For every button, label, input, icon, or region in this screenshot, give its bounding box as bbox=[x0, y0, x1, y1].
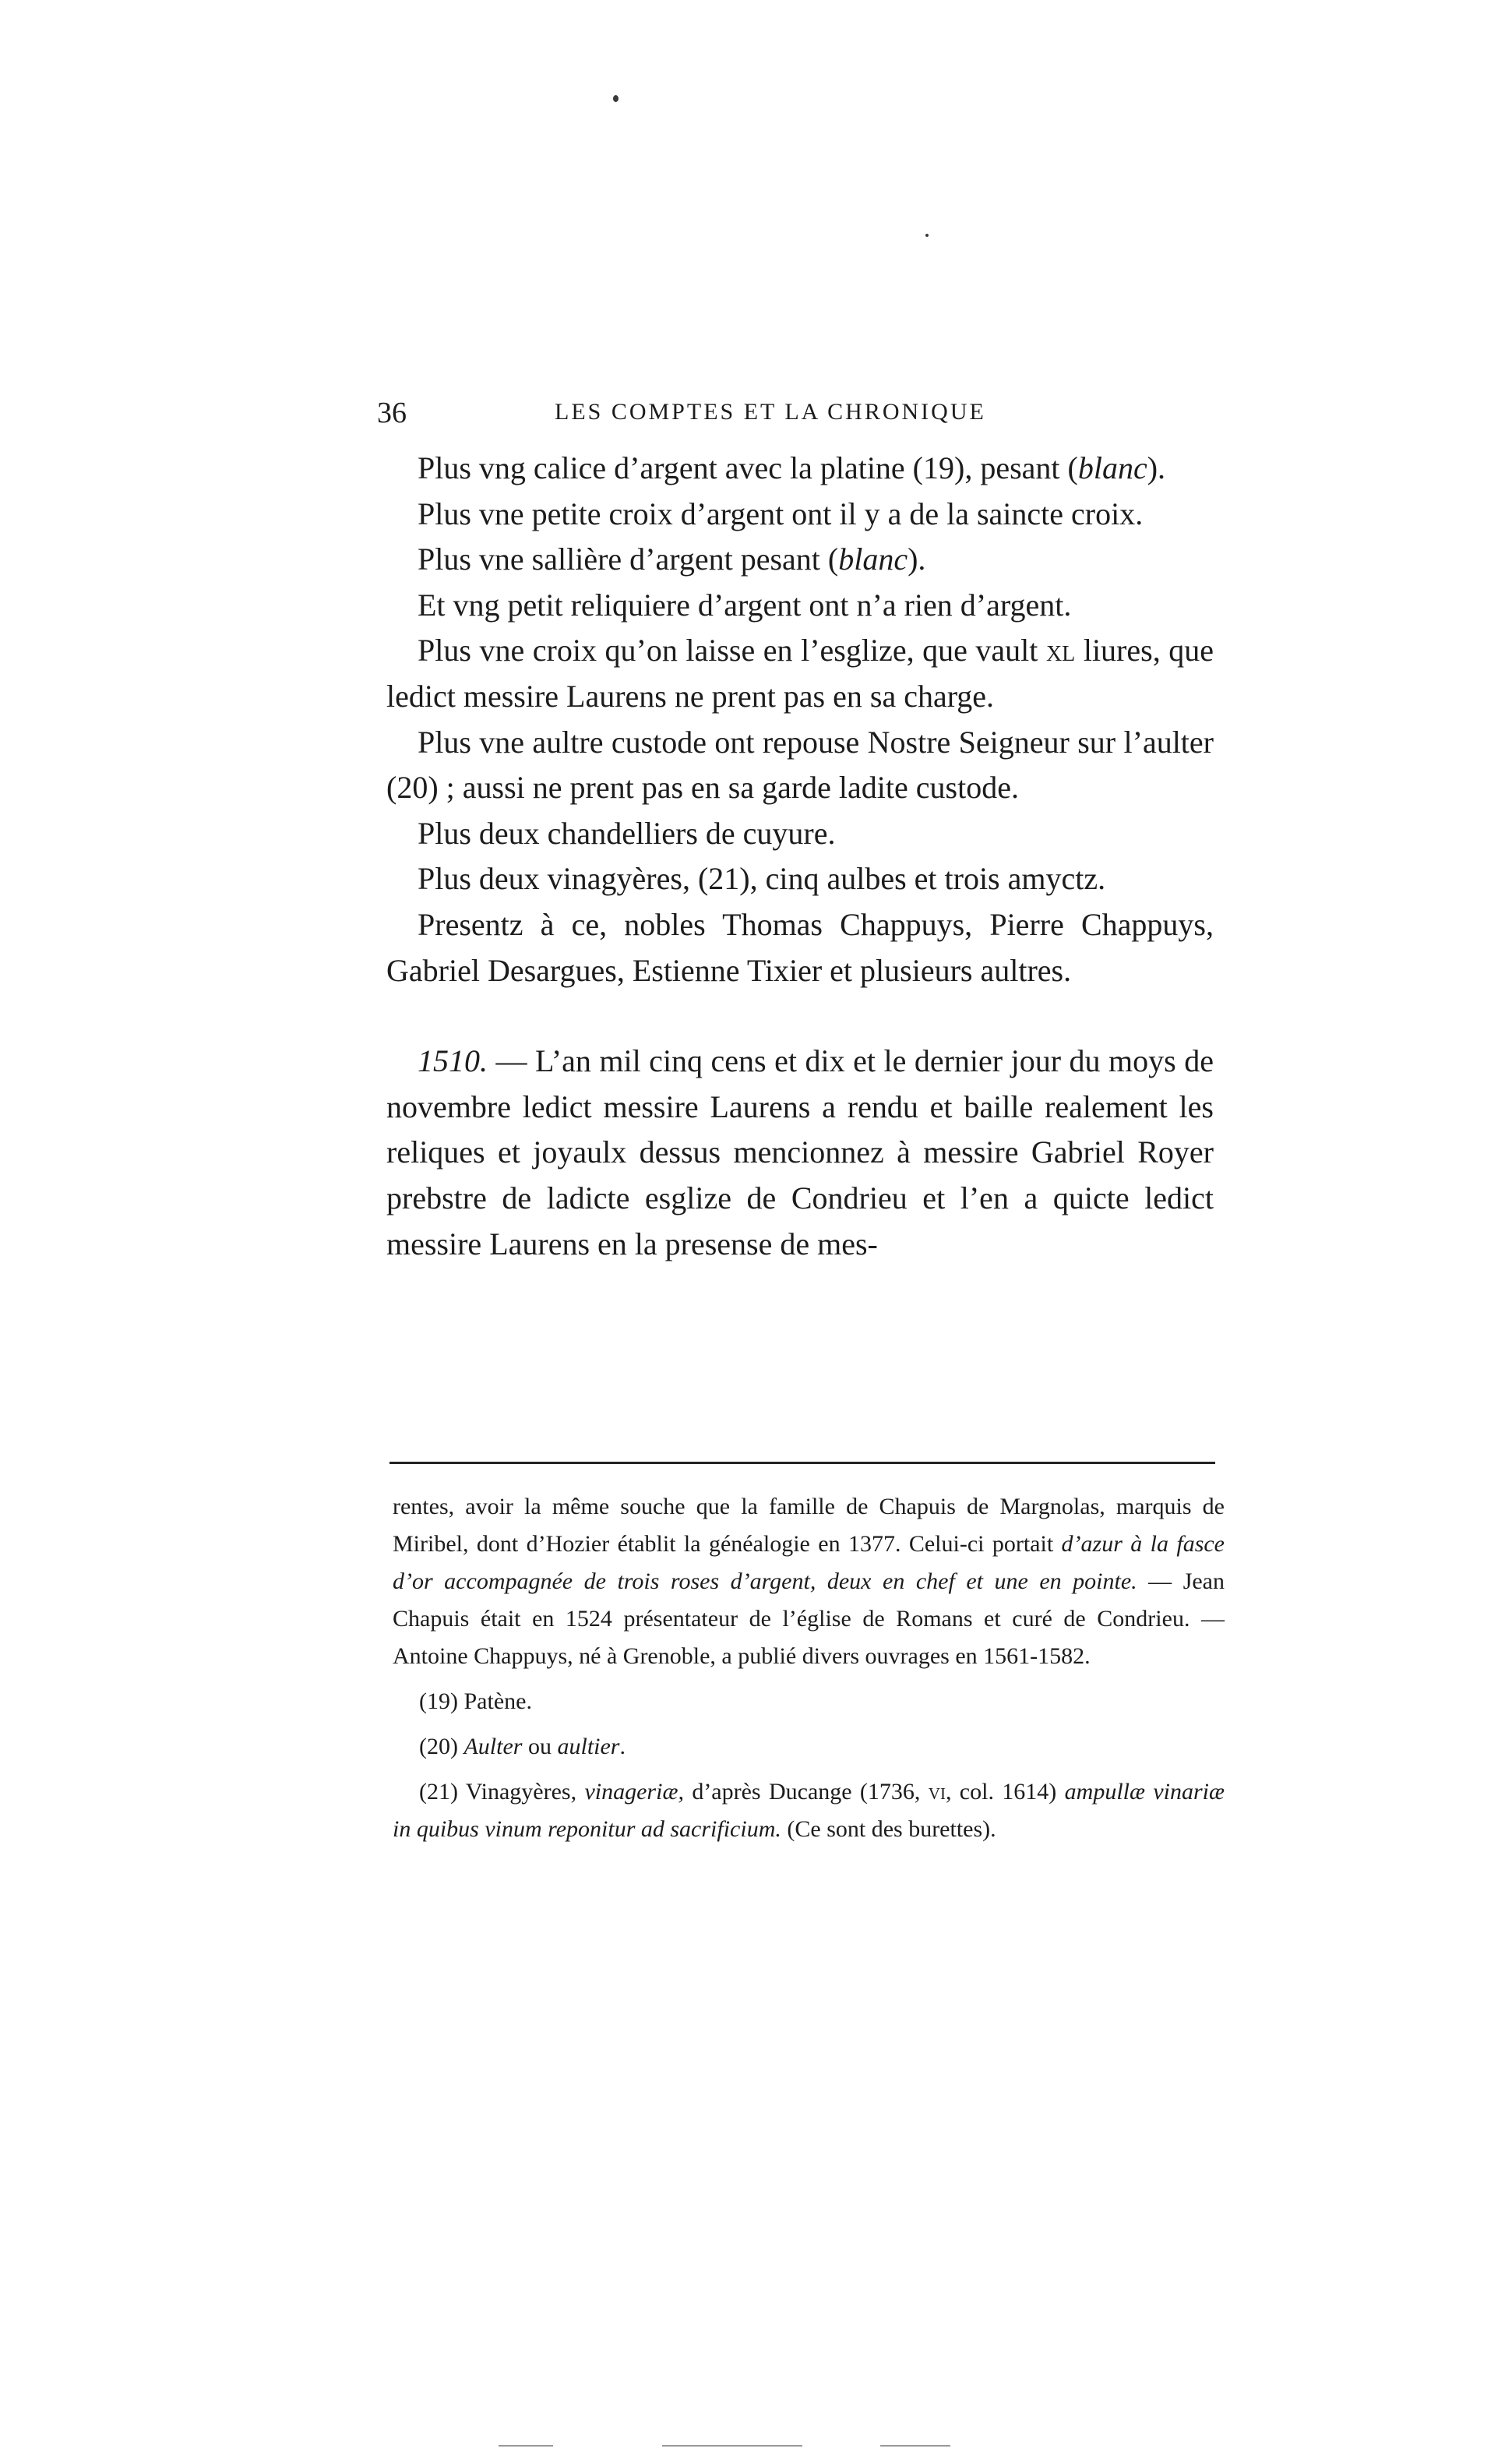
paragraph: Plus vne sallière d’argent pesant (blanc). bbox=[418, 542, 926, 577]
scan-edge-line bbox=[499, 2445, 553, 2447]
scan-edge-line bbox=[880, 2445, 950, 2447]
dated-entry: 1510. — L’an mil cinq cens et dix et le dernier jour du moys de novembre ledict messire Laurens a rendu et baille realement les reliques et joyaulx dessus mencionnez à messire Gabriel Royer prebstre de ladicte esglize de Condrieu et l’en a quicte ledict messire Laurens en la presense de mes- bbox=[386, 1043, 1214, 1261]
entry-year: 1510. bbox=[418, 1043, 488, 1079]
paragraph: Plus vng calice d’argent avec la platine (19), pesant (blanc). bbox=[418, 450, 1166, 485]
footnote-19: (19) Patène. bbox=[419, 1688, 532, 1714]
paragraph: Et vng petit reliquiere d’argent ont n’a rien d’argent. bbox=[418, 587, 1072, 623]
paragraph: Presentz à ce, nobles Thomas Chappuys, Pierre Chappuys, Gabriel Desargues, Estienne Tixier et plusieurs aultres. bbox=[386, 906, 1214, 988]
page-header bbox=[377, 396, 1218, 443]
footnotes bbox=[393, 1488, 1225, 1848]
running-title: LES COMPTES ET LA CHRONIQUE bbox=[555, 399, 986, 425]
paragraph: Plus deux vinagyères, (21), cinq aulbes et trois amyctz. bbox=[418, 861, 1106, 897]
paragraph: Plus vne petite croix d’argent ont il y a de la saincte croix. bbox=[418, 496, 1144, 531]
paragraph: Plus vne aultre custode ont repouse Nostre Seigneur sur l’aulter (20) ; aussi ne prent pas en sa garde ladite custode. bbox=[386, 724, 1214, 806]
ink-speck bbox=[925, 234, 929, 237]
paragraph: Plus deux chandelliers de cuyure. bbox=[418, 815, 836, 851]
footnote-continuation: rentes, avoir la même souche que la famille de Chapuis de Margnolas, marquis de Miribel, dont d’Hozier établit la généalogie en 1377. Celui-ci portait d’azur à la fasce d’or accompagnée de trois roses d’argent, deux en chef et une en pointe. — Jean Chapuis était en 1524 présentateur de l’église de Romans et curé de Condrieu. — Antoine Chappuys, né à Grenoble, a publié divers ouvrages en 1561-1582. bbox=[393, 1494, 1225, 1669]
footnote-20: (20) Aulter ou aultier. bbox=[419, 1734, 626, 1759]
main-text bbox=[386, 446, 1214, 1267]
paragraph: Plus vne croix qu’on laisse en l’esglize, que vault xl liures, que ledict messire Laurens ne prent pas en sa charge. bbox=[386, 633, 1214, 714]
footnote-21: (21) Vinagyères, vinageriæ, d’après Ducange (1736, vi, col. 1614) ampullæ vinariæ in quibus vinum reponitur ad sacrificium. (Ce sont des burettes). bbox=[393, 1779, 1225, 1842]
footnote-rule bbox=[389, 1462, 1215, 1464]
page-number: 36 bbox=[377, 397, 407, 429]
ink-speck bbox=[613, 95, 619, 102]
scan-edge-line bbox=[662, 2445, 802, 2447]
